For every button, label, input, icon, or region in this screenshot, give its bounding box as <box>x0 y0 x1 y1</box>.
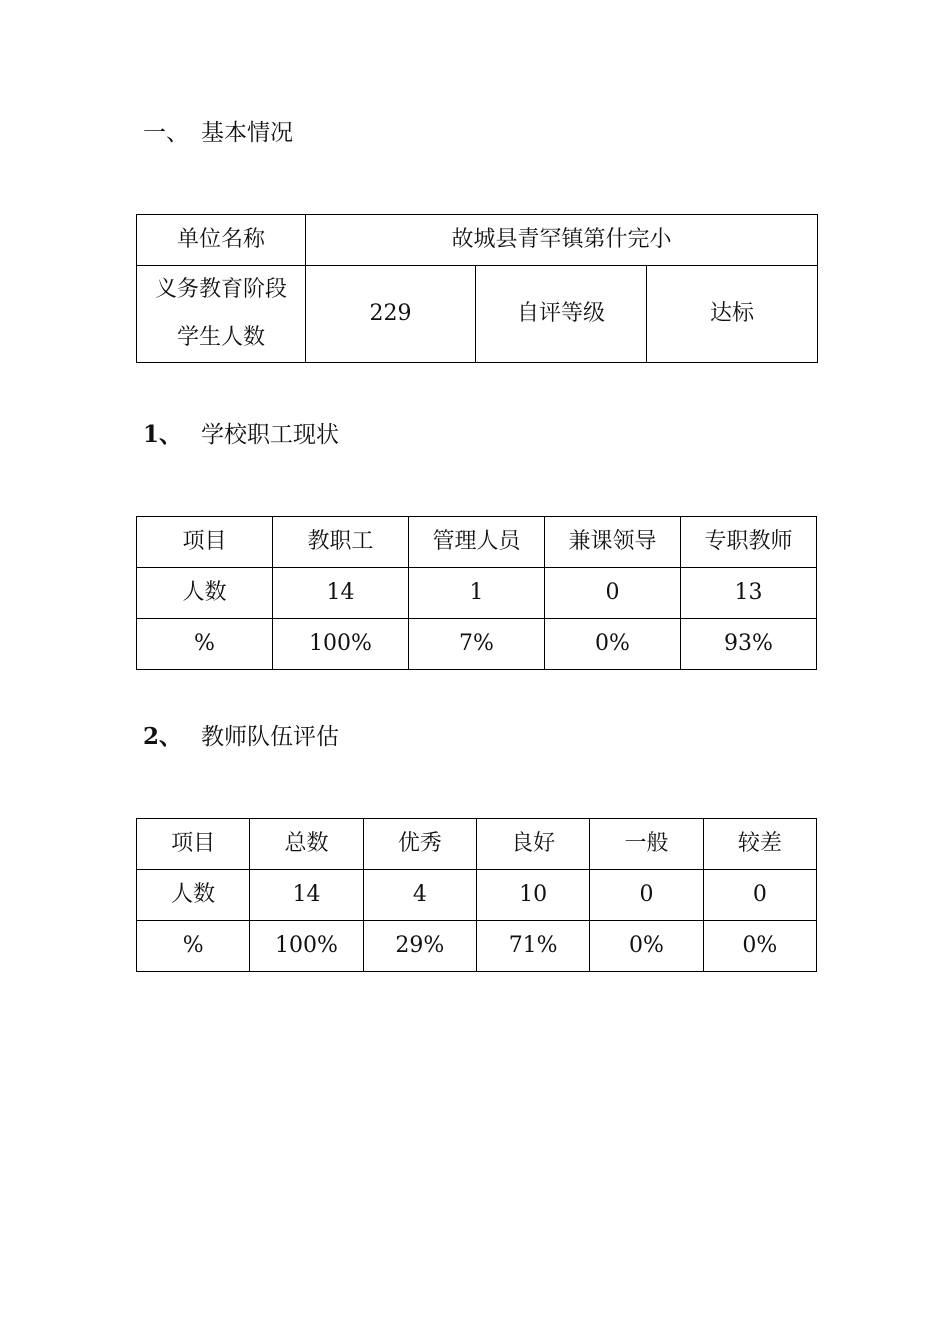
table-cell: 0% <box>703 921 816 972</box>
table-cell: 人数 <box>137 568 273 619</box>
header-cell: 良好 <box>476 819 589 870</box>
table-row <box>137 921 817 972</box>
table-cell: 14 <box>250 870 363 921</box>
table-cell: 93% <box>681 619 817 670</box>
section-number: 1、 <box>143 421 183 448</box>
header-cell: 一般 <box>590 819 703 870</box>
table-cell: % <box>137 921 250 972</box>
table-row <box>137 215 818 266</box>
header-cell: 总数 <box>250 819 363 870</box>
grade-label: 自评等级 <box>476 266 647 363</box>
table-cell: 1 <box>409 568 545 619</box>
table-cell: 14 <box>273 568 409 619</box>
header-cell: 较差 <box>703 819 816 870</box>
table-row <box>137 619 817 670</box>
table-cell: 0 <box>590 870 703 921</box>
section-title: 教师队伍评估 <box>201 724 339 750</box>
header-cell: 兼课领导 <box>545 517 681 568</box>
staff-table <box>136 516 817 670</box>
teacher-evaluation-table <box>136 818 817 972</box>
section-number: 2、 <box>143 723 183 750</box>
header-cell: 专职教师 <box>681 517 817 568</box>
table-header-row <box>137 517 817 568</box>
section-title: 基本情况 <box>201 120 293 146</box>
section-heading-teachers <box>143 722 339 752</box>
grade-value: 达标 <box>647 266 818 363</box>
students-value: 229 <box>306 266 476 363</box>
section-title: 学校职工现状 <box>201 422 339 448</box>
table-cell: 10 <box>476 870 589 921</box>
table-header-row <box>137 819 817 870</box>
section-heading-basic <box>143 118 293 148</box>
table-cell: 71% <box>476 921 589 972</box>
table-cell: % <box>137 619 273 670</box>
table-cell: 人数 <box>137 870 250 921</box>
header-cell: 教职工 <box>273 517 409 568</box>
header-cell: 优秀 <box>363 819 476 870</box>
table-row <box>137 568 817 619</box>
students-label <box>137 266 306 363</box>
unit-name-label: 单位名称 <box>137 215 306 266</box>
students-label-line2: 学生人数 <box>176 325 265 350</box>
basic-info-table <box>136 214 818 363</box>
students-label-line1: 义务教育阶段 <box>154 277 287 302</box>
table-cell: 4 <box>363 870 476 921</box>
table-cell: 0 <box>703 870 816 921</box>
header-cell: 项目 <box>137 819 250 870</box>
table-cell: 29% <box>363 921 476 972</box>
table-row <box>137 870 817 921</box>
table-cell: 0% <box>545 619 681 670</box>
table-cell: 100% <box>273 619 409 670</box>
table-row <box>137 266 818 363</box>
unit-name-value: 故城县青罕镇第什完小 <box>306 215 818 266</box>
header-cell: 项目 <box>137 517 273 568</box>
section-heading-staff <box>143 420 339 450</box>
table-cell: 7% <box>409 619 545 670</box>
section-number: 一、 <box>143 120 189 146</box>
table-cell: 0% <box>590 921 703 972</box>
table-cell: 100% <box>250 921 363 972</box>
header-cell: 管理人员 <box>409 517 545 568</box>
table-cell: 0 <box>545 568 681 619</box>
table-cell: 13 <box>681 568 817 619</box>
